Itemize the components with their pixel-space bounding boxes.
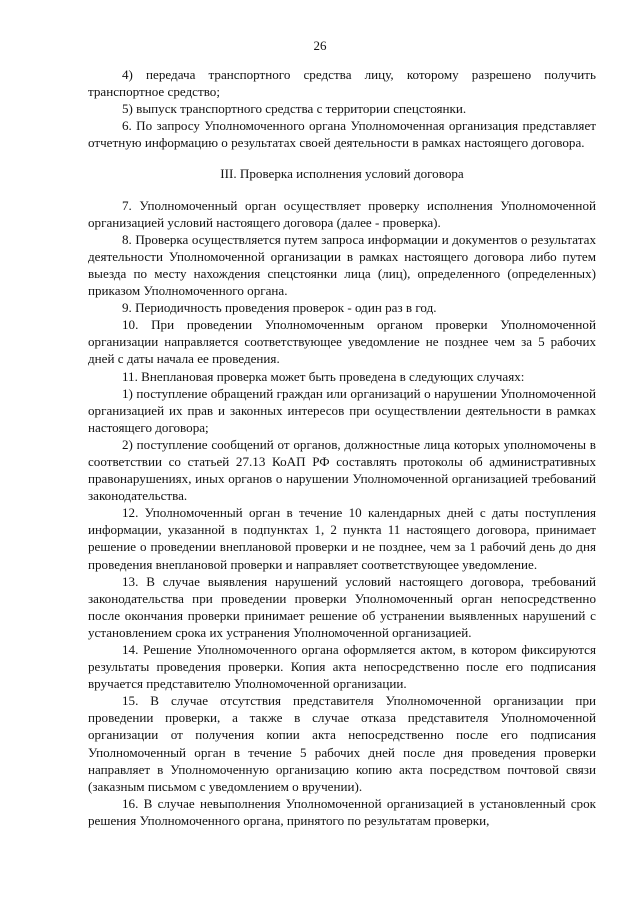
paragraph-13: 13. В случае выявления нарушений условий настоящего договора, требований законодательства при проведении проверки Уполномоченный орган непосредственно после окончания проверки принимает решение об устранении выявленных нарушений с установлением срока их устранения Уполномоченной организацией. xyxy=(88,573,596,640)
paragraph-11-item-2: 2) поступление сообщений от органов, должностные лица которых уполномочены в соответствии со статьей 27.13 КоАП РФ составлять протоколы об административных правонарушениях, иных органов о нарушении Уполномоченной организацией требований законодательства. xyxy=(88,436,596,504)
paragraph-15: 15. В случае отсутствия представителя Уполномоченной организации при проведении проверки, а также в случае отказа представителя Уполномоченной организации от получения копии акта непосредственно после его подписания Уполномоченный орган в течение 5 рабочих дней после дня проведения проверки направляет в Уполномоченную организацию копию акта посредством почтовой связи (заказным письмом с уведомлением о вручении). xyxy=(88,693,596,794)
paragraph-12: 12. Уполномоченный орган в течение 10 календарных дней с даты поступления информации, указанной в подпунктах 1, 2 пункта 11 настоящего договора, принимает решение о проведении внеплановой проверки и не позднее, чем за 1 рабочий день до дня проведения внеплановой проверки и направляет соответствующее уведомление. xyxy=(88,505,596,572)
paragraph-16: 16. В случае невыполнения Уполномоченной организацией в установленный срок решения Уполномоченного органа, принятого по результатам проверки, xyxy=(88,795,596,828)
page-number: 26 xyxy=(313,38,327,53)
paragraph-11: 11. Внеплановая проверка может быть проведена в следующих случаях: xyxy=(122,368,525,384)
paragraph-11-item-1: 1) поступление обращений граждан или организаций о нарушении Уполномоченной организацией их прав и законных интересов при осуществлении деятельности в рамках настоящего договора; xyxy=(88,385,596,435)
paragraph-item-5: 5) выпуск транспортного средства с территории спецстоянки. xyxy=(122,101,467,117)
paragraph-14: 14. Решение Уполномоченного органа оформляется актом, в котором фиксируются результаты проведения проверки. Копия акта непосредственно после его подписания вручается представителю Уполномоченной организации. xyxy=(88,642,596,692)
section-heading: III. Проверка исполнения условий договора xyxy=(220,166,464,182)
paragraph-item-4: 4) передача транспортного средства лицу, которому разрешено получить транспортное средство; xyxy=(88,67,596,100)
paragraph-8: 8. Проверка осуществляется путем запроса информации и документов о результатах деятельности Уполномоченной организации в рамках настоящего договора либо путем выезда по месту нахождения спецстоянки лица (лиц), определенного (определенных) приказом Уполномоченного органа. xyxy=(88,231,596,299)
paragraph-7: 7. Уполномоченный орган осуществляет проверку исполнения Уполномоченной организацией условий настоящего договора (далее - проверка). xyxy=(88,197,596,230)
paragraph-10: 10. При проведении Уполномоченным органом проверки Уполномоченной организации направляется соответствующее уведомление не позднее чем за 5 рабочих дней с даты начала ее проведения. xyxy=(88,317,596,367)
document-body xyxy=(88,66,596,829)
paragraph-6: 6. По запросу Уполномоченного органа Уполномоченная организация представляет отчетную информацию о результатах своей деятельности в рамках настоящего договора. xyxy=(88,118,596,151)
paragraph-9: 9. Периодичность проведения проверок - один раз в год. xyxy=(122,300,437,316)
